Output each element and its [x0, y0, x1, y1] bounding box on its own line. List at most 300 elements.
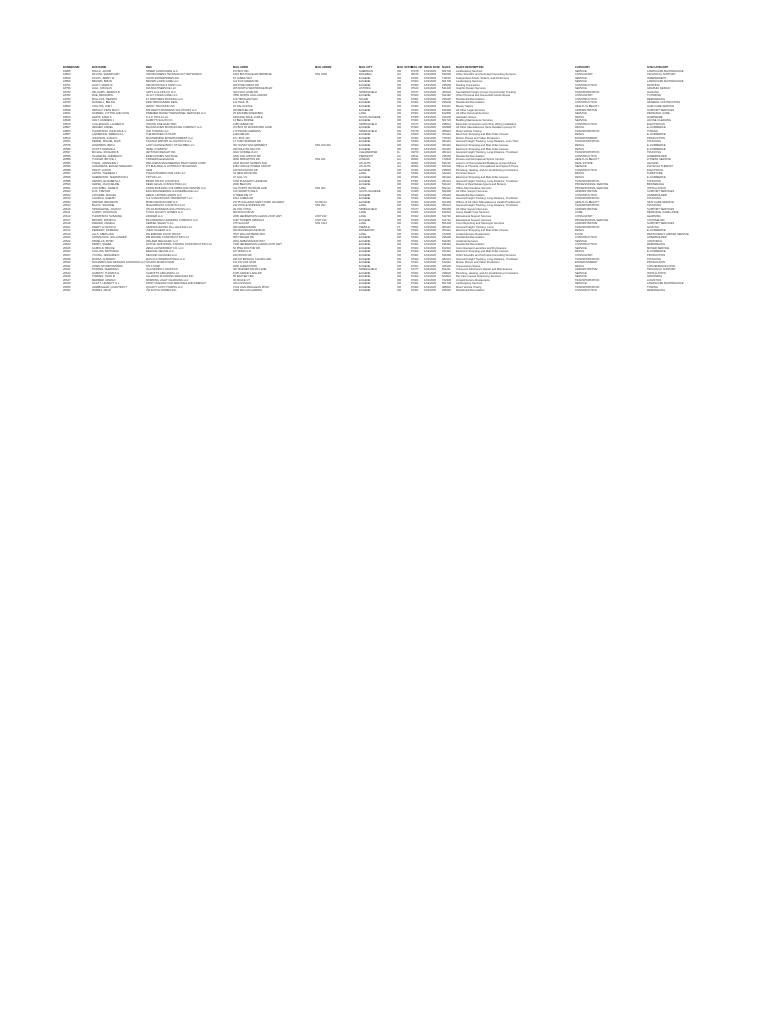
table-cell: 200 ROUNDHOUSE BLVD [233, 229, 266, 233]
table-cell: Roofing Contractors [456, 83, 480, 87]
table-cell: 1/01/2026 [424, 264, 436, 268]
table-cell: RUSSA, ALFREDO [92, 257, 116, 261]
table-cell: ZILLOW, SHERRI AMY [92, 73, 120, 77]
table-cell: 1/01/2026 [424, 105, 436, 109]
table-cell: OR [397, 112, 402, 116]
table-cell: LATORRE, MIGUEL [92, 193, 117, 197]
table-cell: OR [397, 172, 402, 176]
table-cell: GEM [146, 168, 153, 172]
table-cell: ALLS, ABRILLING [92, 232, 114, 236]
table-cell: 97401 [411, 229, 419, 233]
table-cell: 17 TURF BORDER DR [233, 140, 261, 144]
table-cell: SECOND CHANCES LLC [146, 253, 178, 257]
table-cell: 97401 [411, 253, 419, 257]
table-cell: 52 PINE DOCTOR DR [233, 246, 260, 250]
table-cell: Home Health Care Services [456, 211, 490, 215]
table-cell: 1/01/2026 [424, 154, 436, 158]
table-cell: OR [397, 236, 402, 240]
table-cell: HEALTH & BEAUTY [575, 158, 600, 162]
table-cell: BLACK, SHANNIE [92, 204, 115, 208]
table-cell: Pet Care (except Veterinary) Services [456, 275, 501, 279]
table-cell: 1/01/2026 [424, 257, 436, 261]
table-cell: 722330 [442, 232, 451, 236]
table-cell: 1/01/2026 [424, 261, 436, 265]
table-cell: 1/01/2026 [424, 76, 436, 80]
table-cell: TRUCKING [647, 179, 662, 183]
table-cell: Other Scientific and Technical Consulting Services [456, 73, 516, 77]
table-cell: 18879 [63, 122, 71, 126]
table-cell: 445120 [442, 264, 451, 268]
table-cell: GLIBOLD, BRUCE [92, 246, 115, 250]
table-cell: SPRINGFIELD [359, 129, 377, 133]
table-cell: 94611 [411, 154, 419, 158]
table-cell: THOMPSON, SUSANNE [92, 214, 123, 218]
table-cell: WELLNESS ENGINEERING BACKYARDS CORP [146, 161, 206, 165]
table-cell: EUGENE [359, 83, 371, 87]
table-cell: 20617 [63, 218, 71, 222]
table-cell: 20644 [63, 271, 71, 275]
table-cell: 242 POOLE SPRINGS DR [233, 204, 265, 208]
table-cell: SERVICE [575, 112, 587, 116]
table-cell: 541690 [442, 73, 451, 77]
table-cell: RUE, BENJAMIN [92, 94, 113, 98]
table-cell: SPEER LANDSCAPE LLC [146, 69, 178, 73]
table-cell: EUGENE [359, 261, 371, 265]
table-cell: Offices of Real Estate Agents and Brokers [456, 183, 507, 187]
table-cell: CONVENIENCE FOOD [647, 264, 676, 268]
table-cell: 1/01/2026 [424, 161, 436, 165]
table-cell: 1/01/2026 [424, 97, 436, 101]
table-cell: LANE [359, 172, 367, 176]
table-cell: PARRY, HYACINTH [92, 225, 116, 229]
table-cell: TOWING [647, 129, 658, 133]
table-cell: PIEDMONT [359, 154, 374, 158]
table-cell: 30076 [411, 73, 419, 77]
table-cell: S & S MOUNTAINS TRANSPORT LLC [146, 197, 193, 201]
table-cell: OR [397, 289, 402, 293]
table-cell: 236118 [442, 243, 451, 247]
table-cell: 7847 WILLOW BEND WAY [233, 232, 266, 236]
table-cell: All Other Personal Services [456, 112, 489, 116]
table-cell: 29 OAK TOTAL [233, 207, 252, 211]
table-cell: 20614 [63, 229, 71, 233]
table-cell: JANITORIAL [647, 239, 663, 243]
table-cell: 4752 PLEASANT HOME DR [233, 179, 268, 183]
table-cell: All Other Legal Services [456, 108, 485, 112]
table-cell: P.O. BOX 423 [233, 136, 250, 140]
table-cell: ENTERTAINMENT [575, 261, 598, 265]
table-cell: LANE [359, 204, 367, 208]
table-cell: TRUCKING [647, 257, 662, 261]
table-cell: BOUNDARIES LEARNING COMPANY LLC [146, 218, 199, 222]
table-cell: STE 201 [315, 158, 326, 162]
table-cell: EUGENE [359, 144, 371, 148]
table-cell: FL [397, 151, 401, 155]
table-cell: FJ PARTNERS ROOFING LLC [146, 97, 184, 101]
table-cell: ROSEMONT [359, 229, 375, 233]
table-cell: LEWIS, KARA S [92, 115, 112, 119]
table-cell: PERRY, SHEBA [92, 243, 112, 247]
table-cell: K & K TOOLS LLC [146, 115, 169, 119]
table-cell: 1/01/2026 [424, 229, 436, 233]
table-cell: 18809 [63, 80, 71, 84]
table-cell: LAST CHANCE BODY STYLE BBQ LLC [146, 144, 195, 148]
table-cell: ADMINISTRATIVE [575, 108, 598, 112]
table-cell: BROWN, BRIAN [92, 80, 113, 84]
table-cell: Lessors of Nonresidential Buildings (except Minies [456, 161, 517, 165]
table-cell: Hardware Stores [456, 115, 477, 119]
table-cell: MORNING LIGHT CHARGING LLC [146, 278, 189, 282]
table-cell: PORTER, SHERIDAN [92, 268, 119, 272]
table-cell: 484121 [442, 257, 451, 261]
table-cell: 97405 [411, 190, 419, 194]
table-cell: OR [397, 222, 402, 226]
table-cell: 990 GREEN BARN [233, 225, 257, 229]
column-header: SUB CATEGORY [647, 66, 669, 69]
table-cell: TACOMA IMPORT & LOGISTICS LLC [146, 140, 192, 144]
table-cell: ASTORIA [359, 87, 371, 91]
table-cell: CONSTRUCTION [575, 97, 597, 101]
table-cell: E-COMMERCE [647, 250, 666, 254]
table-cell: 18780 [63, 97, 71, 101]
table-cell: EUGENE [359, 147, 371, 151]
table-cell: SOUTH EUGENE [359, 115, 381, 119]
table-cell: SUPPORT SERVICES [647, 222, 675, 226]
table-cell: SCOTT, MARGIE A [92, 147, 116, 151]
table-cell: 20589 [63, 147, 71, 151]
table-cell: PRODUCTION [647, 136, 666, 140]
table-cell: E-COMMERCE [647, 229, 666, 233]
table-cell: EUGENE [359, 236, 371, 240]
table-cell: ARTS & GLASS CO LLC [146, 90, 176, 94]
table-cell: Landscaping Services [456, 69, 483, 73]
table-cell: Residential Remodelers [456, 101, 485, 105]
table-cell: 1/01/2026 [424, 172, 436, 176]
table-cell: OR [397, 108, 402, 112]
table-cell: 561720 [442, 119, 451, 123]
table-cell: 15778 GALLERIA SAINT FORD HIGHWAY [233, 200, 285, 204]
table-cell: 18751 [63, 83, 71, 87]
table-cell: FURNITURE [647, 172, 663, 176]
table-cell: PAMELAS, BYRD [92, 239, 114, 243]
table-cell: 97402 [411, 246, 419, 250]
table-cell: EUGENE [359, 250, 371, 254]
table-cell: 1/01/2026 [424, 126, 436, 130]
table-cell: OR [397, 232, 402, 236]
table-cell: E-COMMERCE [647, 147, 666, 151]
table-cell: Residential Remodelers [456, 289, 485, 293]
table-cell: BROWN, PATRICIA [92, 218, 116, 222]
table-cell: 444130 [442, 115, 451, 119]
table-cell: COLLINS, JOEY [92, 105, 113, 109]
table-cell: 20597 [63, 151, 71, 155]
table-cell: MERMER, MARGO [92, 278, 116, 282]
table-cell: 97402 [411, 80, 419, 84]
table-cell: 20598 [63, 154, 71, 158]
table-cell: 1/01/2026 [424, 239, 436, 243]
table-cell: 20586 [63, 161, 71, 165]
table-cell: CULLENOLIN, LAUREN N [92, 122, 124, 126]
table-cell: ELECTRICAL [647, 168, 664, 172]
table-cell: Residential Remodelers [456, 154, 485, 158]
table-cell: 2010 AMBASSADOR WAY [233, 239, 266, 243]
table-cell: 561730 [442, 282, 451, 286]
table-cell: CONSTRUCTION [575, 243, 597, 247]
table-cell: DARREN, LYTTON AND KAYE [92, 112, 130, 116]
table-cell: EUGENE [359, 271, 371, 275]
table-cell: TRUCKING [647, 140, 662, 144]
table-cell: PERSONAL CARE HOME [647, 211, 679, 215]
table-cell: 561730 [442, 80, 451, 84]
table-cell: 97477 [411, 90, 419, 94]
table-cell: EUGENE [359, 105, 371, 109]
table-cell: Electronic Shopping and Mail-Order Houses [456, 175, 509, 179]
table-cell: 97401 [411, 278, 419, 282]
table-cell: 621610 [442, 211, 451, 215]
table-cell: OR [397, 285, 402, 289]
table-cell: TRANSPORTATION [575, 285, 600, 289]
table-cell: OR [397, 243, 402, 247]
table-cell: 18843 [63, 115, 71, 119]
table-cell: KEN ROOFING & PAINT LLC [146, 83, 182, 87]
table-cell: E-COMMERCE [647, 144, 666, 148]
table-cell: EUGENE [359, 80, 371, 84]
table-cell: E-COMMERCE [647, 126, 666, 130]
table-cell: ANTENCHUK, HOLLANDER [92, 236, 127, 240]
table-cell: HAULING [647, 90, 659, 94]
table-cell: 97402 [411, 108, 419, 112]
table-cell: TECHNICAL SUPPORT [647, 268, 676, 272]
table-cell: OR [397, 133, 402, 137]
table-cell: TUCKER, BRYCE J [92, 158, 116, 162]
table-cell: 512110 [442, 261, 451, 265]
table-cell: BURN DESIGN FIRM LLC [146, 200, 178, 204]
table-cell: FIT BUILDING & CONTRACT BUILDINGS [146, 165, 197, 169]
table-cell: 97401 [411, 261, 419, 265]
table-cell: E-COMMERCE [647, 133, 666, 137]
table-cell: Fitness and Recreational Sports Centers [456, 158, 505, 162]
table-cell: 1/01/2026 [424, 108, 436, 112]
table-cell: Court Reporting and Stenotype Services [456, 222, 505, 226]
table-cell: 18799 [63, 87, 71, 91]
table-cell: 97401 [411, 119, 419, 123]
table-cell: SERVICE [575, 246, 587, 250]
table-cell: 1/01/2026 [424, 151, 436, 155]
table-cell: 20598 [63, 175, 71, 179]
column-header: MAIL ADDR2 [315, 66, 332, 69]
table-cell: SERVICE [575, 282, 587, 286]
table-cell: Consumer Electronics Repair and Maintenance [456, 268, 513, 272]
table-cell: STE 1900 [315, 73, 327, 77]
table-cell: THOMPSON, JOHN PAUL C [92, 129, 127, 133]
table-cell: SERVICE [575, 165, 587, 169]
table-cell: 97477 [411, 207, 419, 211]
table-cell: 20595 [63, 165, 71, 169]
table-cell: CONSULTANT [575, 253, 593, 257]
table-cell: 97401 [411, 271, 419, 275]
table-cell: 20578 [63, 144, 71, 148]
table-cell: EUGENE [359, 179, 371, 183]
table-cell: 1/01/2026 [424, 193, 436, 197]
table-cell: Building Maintenance Services [456, 119, 493, 123]
table-cell: 611710 [442, 214, 451, 218]
table-cell: OR [397, 140, 402, 144]
table-cell: EUGENE [359, 246, 371, 250]
table-cell: DIA MULTISERVICE LLC [146, 87, 177, 91]
table-cell: RETAIL [575, 126, 585, 130]
table-cell: 1/01/2026 [424, 282, 436, 286]
table-cell: PRODUCTION [647, 261, 666, 265]
column-header: CATEGORY [575, 66, 590, 69]
table-cell: 97402 [411, 200, 419, 204]
table-cell: KERNEL SELECT LLC [146, 222, 174, 226]
table-cell: SERVICE [575, 87, 587, 91]
table-cell: 97103 [411, 87, 419, 91]
table-cell: RETAIL [575, 147, 585, 151]
table-cell: RICHARDS AND DESIGNS HOLDINGS LLC [92, 261, 146, 265]
table-cell: TRANSPORTATION [575, 225, 600, 229]
table-cell: OR [397, 90, 402, 94]
table-cell: SUITE 04 [315, 200, 327, 204]
column-header: DBA [146, 66, 152, 69]
table-cell: General Freight Trucking, Local [456, 225, 494, 229]
table-cell: 18823 [63, 73, 71, 77]
table-cell: HARDWARE [647, 115, 663, 119]
table-cell: SPINKLEDSE, JOHN M [92, 207, 121, 211]
table-cell: EUGENE [359, 136, 371, 140]
table-cell: EUGENE [359, 94, 371, 98]
table-cell: LANDSCAPE MAINTENANCE [647, 80, 684, 84]
table-cell: TX [397, 225, 401, 229]
table-cell: ZANDER LLC [146, 214, 163, 218]
table-cell: TRANSPORTATION [575, 90, 600, 94]
table-cell: OR [397, 186, 402, 190]
table-cell: HARRY'S SALON CO. [146, 119, 174, 123]
table-cell: 1190 MELVIN [233, 133, 250, 137]
table-cell: ON A STEP [146, 264, 161, 268]
table-cell: 97402 [411, 94, 419, 98]
table-cell: ZENA LAUNDROMAT CO. LLC [146, 246, 184, 250]
table-cell: 1/01/2026 [424, 73, 436, 77]
table-cell: 18783 [63, 90, 71, 94]
table-cell: CLEARWATER [359, 151, 378, 155]
table-cell: SERVICE [575, 80, 587, 84]
table-cell: 97401 [411, 282, 419, 286]
table-cell: EUGENE [359, 275, 371, 279]
table-cell: WRIGHT, PETE MACY [92, 108, 120, 112]
table-cell: UNIT 190 [315, 214, 327, 218]
table-cell: 110 TAYLOR STAR [233, 261, 257, 265]
table-cell: 1/01/2026 [424, 165, 436, 169]
table-cell: 55 BAXTER TER [233, 275, 254, 279]
table-cell: 1/01/2026 [424, 115, 436, 119]
table-cell: 236118 [442, 193, 451, 197]
table-cell: RETAIL [575, 172, 585, 176]
table-cell: TWIGS BOARDS FOR LIFE LLC [146, 172, 186, 176]
table-cell: Residential Remodelers [456, 97, 485, 101]
table-cell: SCHAEFFE, ANDREW P [92, 154, 123, 158]
table-cell: INSTALLATION [647, 271, 666, 275]
table-cell: LANE [359, 214, 367, 218]
table-cell: Electronic Shopping and Mail-Order Houses [456, 147, 509, 151]
table-cell: BULLOCK, REDWIN [92, 97, 117, 101]
table-cell: OR [397, 229, 402, 233]
table-cell: OR [397, 144, 402, 148]
table-cell: 1/01/2026 [424, 207, 436, 211]
table-cell: 97401 [411, 112, 419, 116]
table-cell: BROKERAGE [647, 183, 665, 187]
table-cell: 20622 [63, 239, 71, 243]
table-cell: SERVICE [575, 76, 587, 80]
table-cell: 1/01/2026 [424, 158, 436, 162]
table-cell: 1/01/2026 [424, 285, 436, 289]
table-cell: OR [397, 190, 402, 194]
table-cell: GOOD ENTERPRISES INC [146, 76, 180, 80]
table-cell: 454110 [442, 175, 451, 179]
table-cell: BLOOM ALIEN BOOKHOUSE COMPANY LLC [146, 126, 202, 130]
table-cell: CONSTRUCTION [575, 289, 597, 293]
table-cell: 97301 [411, 97, 419, 101]
table-cell: LEARNING [647, 214, 661, 218]
table-cell: ATLANTA [359, 165, 371, 169]
table-cell: CONSTRUCTION [575, 193, 597, 197]
table-cell: ALL PARTS ISOTRAM HUB [233, 186, 267, 190]
table-cell: 18810 [63, 136, 71, 140]
table-cell: 541690 [442, 253, 451, 257]
table-cell: 454110 [442, 229, 451, 233]
table-cell: TRUCKING [647, 151, 662, 155]
table-cell: 1/01/2026 [424, 253, 436, 257]
table-cell: REMODELING [647, 97, 666, 101]
column-header: BUS NAME [92, 66, 107, 69]
table-cell: LOGISTICS [647, 278, 662, 282]
table-cell: OR [397, 207, 402, 211]
table-cell: 97478 [411, 129, 419, 133]
table-row [63, 289, 727, 293]
table-cell: Landscaping Services [456, 282, 483, 286]
table-cell: Electrical Contractors and Other Wiring Installation [456, 122, 517, 126]
table-cell: 20627 [63, 253, 71, 257]
table-cell: EUGENE [359, 183, 371, 187]
table-cell: RETAIL [575, 229, 585, 233]
table-cell: TRANSPORTATION [575, 257, 600, 261]
table-cell: JENNY TRUCKING INC [146, 105, 175, 109]
table-cell: 97402 [411, 144, 419, 148]
table-cell: 97402 [411, 133, 419, 137]
table-cell: 20620 [63, 236, 71, 240]
table-cell: OR [397, 278, 402, 282]
table-cell: 20590 [63, 183, 71, 187]
table-cell: 811290 [442, 239, 451, 243]
table-cell: 1/01/2026 [424, 211, 436, 215]
table-cell: EUGENE [359, 200, 371, 204]
table-cell: OR [397, 76, 402, 80]
table-cell: OR [397, 129, 402, 133]
table-cell: 238140 [442, 101, 451, 105]
table-cell: 238220 [442, 168, 451, 172]
table-cell: 442110 [442, 172, 451, 176]
table-cell: LERNE, JACQUELINE [92, 183, 120, 187]
table-cell: CONSTRUCTION [575, 154, 597, 158]
table-cell: RIVERS, ARAN [92, 289, 111, 293]
table-cell: 1/01/2026 [424, 129, 436, 133]
table-cell: CONSTRUCTION [575, 83, 597, 87]
table-cell: ARCHIVE DALE 1CWLE [233, 115, 263, 119]
table-cell: 484121 [442, 151, 451, 155]
table-cell: 812310 [442, 246, 451, 250]
table-cell: 1/01/2026 [424, 90, 436, 94]
table-cell: 97401 [411, 222, 419, 226]
